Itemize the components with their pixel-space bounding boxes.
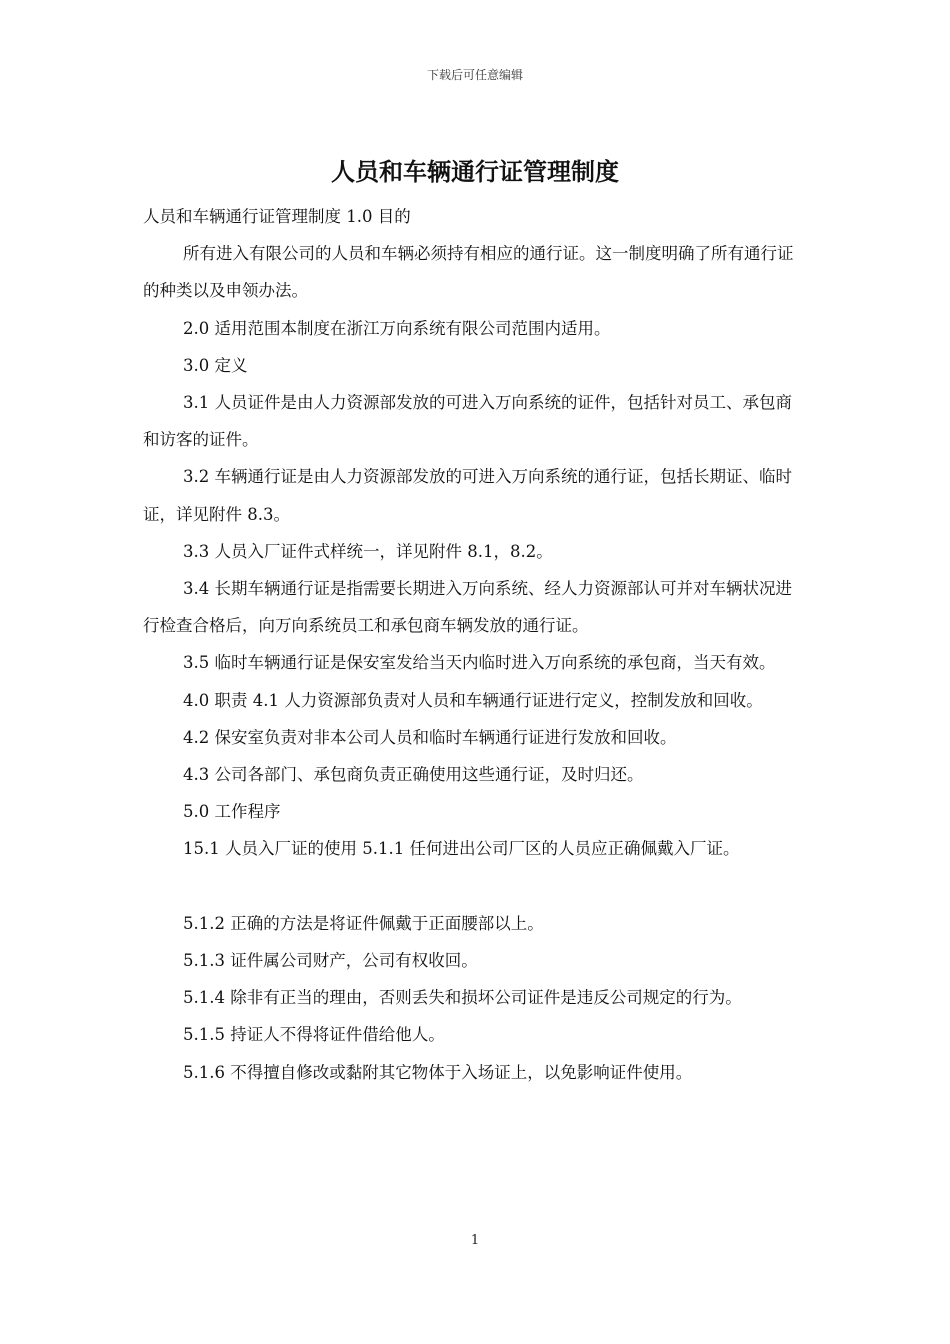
document-title: 人员和车辆通行证管理制度: [331, 158, 619, 186]
paragraph: 5.1.5 持证人不得将证件借给他人。: [183, 1025, 445, 1045]
paragraph: 3.2 车辆通行证是由人力资源部发放的可进入万向系统的通行证，包括长期证、临时证，详见附件 8.3。: [143, 467, 792, 524]
paragraph: 5.1.6 不得擅自修改或黏附其它物体于入场证上，以免影响证件使用。: [183, 1062, 693, 1082]
paragraph: 3.0 定义: [183, 355, 248, 375]
paragraph: 5.0 工作程序: [183, 802, 281, 822]
paragraph: 15.1 人员入厂证的使用 5.1.1 任何进出公司厂区的人员应正确佩戴入厂证。: [183, 839, 740, 859]
paragraph: 3.1 人员证件是由人力资源部发放的可进入万向系统的证件，包括针对员工、承包商和访客的证件。: [143, 393, 792, 450]
paragraph: 所有进入有限公司的人员和车辆必须持有相应的通行证。这一制度明确了所有通行证的种类以及申领办法。: [143, 244, 794, 301]
paragraph: 2.0 适用范围本制度在浙江万向系统有限公司范围内适用。: [183, 318, 611, 338]
document-body: [143, 198, 807, 1091]
paragraph: 3.4 长期车辆通行证是指需要长期进入万向系统、经人力资源部认可并对车辆状况进行检查合格后，向万向系统员工和承包商车辆发放的通行证。: [143, 579, 792, 636]
paragraph: 4.2 保安室负责对非本公司人员和临时车辆通行证进行发放和回收。: [183, 727, 677, 747]
paragraph: 3.3 人员入厂证件式样统一，详见附件 8.1，8.2。: [183, 541, 553, 561]
page-header: 下载后可任意编辑: [426, 68, 523, 82]
paragraph: 3.5 临时车辆通行证是保安室发给当天内临时进入万向系统的承包商，当天有效。: [183, 653, 776, 673]
paragraph: 4.3 公司各部门、承包商负责正确使用这些通行证，及时归还。: [183, 765, 644, 785]
paragraph: 人员和车辆通行证管理制度 1.0 目的: [143, 207, 411, 226]
paragraph: 5.1.2 正确的方法是将证件佩戴于正面腰部以上。: [183, 913, 544, 933]
paragraph: 4.0 职责 4.1 人力资源部负责对人员和车辆通行证进行定义，控制发放和回收。: [183, 690, 763, 710]
paragraph: 5.1.4 除非有正当的理由，否则丢失和损坏公司证件是违反公司规定的行为。: [183, 988, 742, 1008]
paragraph: 5.1.3 证件属公司财产，公司有权收回。: [183, 951, 478, 971]
page-number: 1: [470, 1233, 480, 1248]
